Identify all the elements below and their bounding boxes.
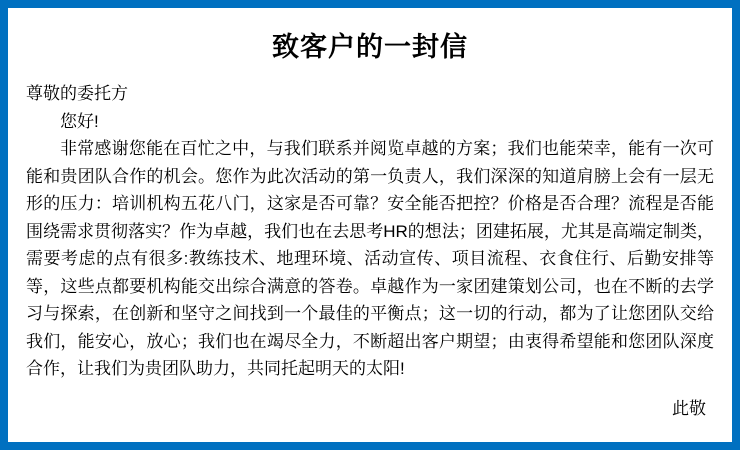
closing-sign: 此敬 xyxy=(672,398,706,418)
greeting-line: 您好! xyxy=(60,111,99,131)
letter-body: 非常感谢您能在百忙之中，与我们联系并阅览卓越的方案；我们也能荣幸，能有一次可能和贵团队合作的机会。您作为此次活动的第一负责人，我们深深的知道肩膀上会有一层无形的压力：培训机构五花八门，这家是否可靠？安全能否把控？价格是否合理？流程是否能围绕需求贯彻落实？作为卓越，我们也在去思考HR的想法；团建拓展，尤其是高端定制类，需要考虑的点有很多:教练技术、地理环境、活动宣传、项目流程、衣食住行、后勤安排等等，这些点都要机构能交出综合满意的答卷。卓越作为一家团建策划公司，也在不断的去学习与探索，在创新和坚守之间找到一个最佳的平衡点；这一切的行动，都为了让您团队交给我们，能安心，放心；我们也在竭尽全力，不断超出客户期望；由衷得希望能和您团队深度合作，让我们为贵团队助力，共同托起明天的太阳! xyxy=(26,139,714,378)
letter-content xyxy=(8,8,732,442)
page-title: 致客户的一封信 xyxy=(272,32,468,62)
salutation-line: 尊敬的委托方 xyxy=(26,84,128,103)
letter-text-block xyxy=(26,80,714,422)
